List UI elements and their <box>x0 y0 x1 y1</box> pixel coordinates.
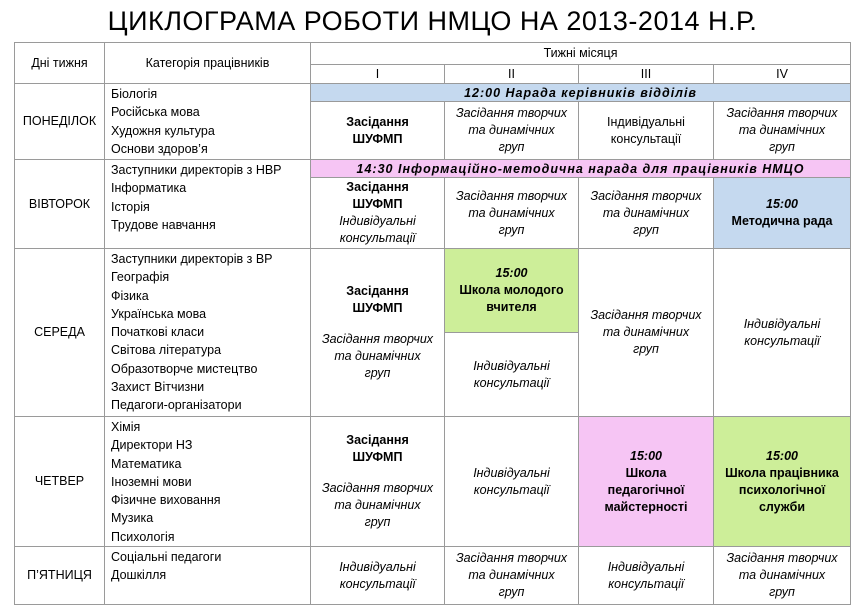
event-line: та динамічних <box>334 498 421 513</box>
friday-week-1 <box>311 547 445 605</box>
event-line: Індивідуальні <box>339 214 416 228</box>
event-line: консультації <box>339 576 416 591</box>
tuesday-week-3 <box>579 178 714 249</box>
event-time: 15:00 <box>766 448 798 463</box>
category-item: Інформатика <box>111 181 187 196</box>
category-item: Музика <box>111 511 154 526</box>
event-line: педагогічної <box>607 482 685 497</box>
category-item: Російська мова <box>111 105 200 120</box>
event-line: майстерності <box>604 499 688 514</box>
category-item: Основи здоров’я <box>111 141 208 156</box>
event-line: Засідання творчих <box>726 106 838 120</box>
event-line: Індивідуальні <box>607 114 685 129</box>
category-item: Художня культура <box>111 123 215 138</box>
event-line: груп <box>498 585 525 600</box>
thursday-week-4 <box>714 417 851 547</box>
category-item: Хімія <box>111 420 141 434</box>
event-line: Засідання <box>346 180 409 194</box>
wednesday-week-1 <box>311 249 445 417</box>
event-line: Школа молодого <box>459 283 564 297</box>
header-row <box>15 43 851 65</box>
wednesday-week-2 <box>445 249 579 333</box>
event-line: груп <box>633 342 659 356</box>
tuesday-banner-time: 14:30 <box>356 161 394 176</box>
event-line: Засідання творчих <box>321 481 434 496</box>
event-line: Індивідуальні <box>339 559 416 574</box>
page-title: ЦИКЛОГРАМА РОБОТИ НМЦО НА 2013-2014 Н.Р. <box>107 6 758 36</box>
event-time: 15:00 <box>630 448 662 463</box>
monday-week-1 <box>311 102 445 160</box>
day-monday: ПОНЕДІЛОК <box>15 84 105 160</box>
monday-banner-text: Нарада керівників відділів <box>505 85 697 100</box>
event-line: консультації <box>339 231 416 245</box>
category-item: Фізичне виховання <box>111 493 221 508</box>
event-line: Засідання творчих <box>726 551 838 566</box>
category-item: Українська мова <box>111 306 207 321</box>
event-line: та динамічних <box>602 325 690 339</box>
monday-week-3 <box>579 102 714 160</box>
monday-row <box>15 84 851 102</box>
event-line: Засідання творчих <box>590 188 702 203</box>
monday-week-2 <box>445 102 579 160</box>
tuesday-row <box>15 160 851 178</box>
category-item: Директори НЗ <box>111 438 193 453</box>
category-item: Соціальні педагоги <box>111 550 222 565</box>
tuesday-banner-text: Інформаційно-методична нарада для працівників НМЦО <box>397 161 805 176</box>
event-line: Засідання творчих <box>321 332 434 346</box>
event-line: психологічної <box>738 482 826 497</box>
friday-row <box>15 547 851 605</box>
event-line: Засідання творчих <box>455 188 568 203</box>
event-line: Індивідуальні <box>743 316 821 331</box>
monday-banner <box>311 84 851 102</box>
category-item: Педагоги-організатори <box>111 398 242 413</box>
header-week-2: II <box>445 65 579 84</box>
category-item: Заступники директорів з НВР <box>111 163 282 177</box>
event-line: консультації <box>473 482 550 497</box>
category-item: Психологія <box>111 529 175 544</box>
event-line: Індивідуальні <box>607 559 685 574</box>
event-time: 15:00 <box>766 197 798 211</box>
event-line: консультації <box>608 576 684 591</box>
monday-banner-time: 12:00 <box>464 85 502 100</box>
header-week-4: IV <box>714 65 851 84</box>
friday-week-3 <box>579 547 714 605</box>
monday-week-4 <box>714 102 851 160</box>
header-category: Категорія працівників <box>105 43 311 84</box>
event-line: ШУФМП <box>352 450 403 465</box>
wednesday-row <box>15 249 851 333</box>
event-line: та динамічних <box>468 123 555 137</box>
category-item: Математика <box>111 456 182 471</box>
tuesday-week-4 <box>714 178 851 249</box>
event-line: консультації <box>744 333 820 348</box>
event-line: Засідання творчих <box>455 106 568 120</box>
event-line: груп <box>364 366 391 380</box>
tuesday-week-1 <box>311 178 445 249</box>
event-line: груп <box>498 140 525 154</box>
category-item: Початкові класи <box>111 325 205 340</box>
header-weeks: Тижні місяця <box>311 43 851 65</box>
schedule-table <box>14 42 851 605</box>
wednesday-week-2-consult <box>445 333 579 417</box>
day-thursday: ЧЕТВЕР <box>15 417 105 547</box>
event-line: Засідання творчих <box>455 551 568 566</box>
event-line: Засідання творчих <box>590 308 702 322</box>
wednesday-categories <box>105 249 311 417</box>
event-line: Методична рада <box>731 214 833 228</box>
day-tuesday: ВІВТОРОК <box>15 160 105 249</box>
event-line: Школа працівника <box>725 465 839 480</box>
event-line: та динамічних <box>468 568 555 583</box>
wednesday-week-3 <box>579 249 714 417</box>
event-line: та динамічних <box>738 123 826 137</box>
category-item: Історія <box>111 199 150 214</box>
category-item: Іноземні мови <box>111 474 192 489</box>
event-line: ШУФМП <box>352 301 403 315</box>
category-item: Біологія <box>111 87 158 101</box>
event-line: служби <box>758 499 806 514</box>
thursday-row <box>15 417 851 547</box>
thursday-week-2 <box>445 417 579 547</box>
event-line: та динамічних <box>468 205 555 220</box>
day-friday: П’ЯТНИЦЯ <box>15 547 105 605</box>
event-line: ШУФМП <box>352 131 403 146</box>
event-line: консультації <box>473 375 550 390</box>
category-item: Географія <box>111 270 170 285</box>
category-item: Заступники директорів з ВР <box>111 252 273 266</box>
event-line: та динамічних <box>334 349 421 363</box>
event-line: груп <box>364 515 391 530</box>
thursday-week-3 <box>579 417 714 547</box>
event-line: та динамічних <box>738 568 826 583</box>
event-line: Засідання <box>346 433 409 448</box>
wednesday-week-4 <box>714 249 851 417</box>
event-line: Індивідуальні <box>473 465 550 480</box>
event-line: груп <box>769 140 795 154</box>
header-week-1: I <box>311 65 445 84</box>
event-line: груп <box>633 222 659 237</box>
thursday-categories <box>105 417 311 547</box>
event-line: консультації <box>610 131 682 146</box>
event-line: груп <box>498 222 525 237</box>
header-week-3: III <box>579 65 714 84</box>
event-line: Засідання <box>346 114 409 129</box>
category-item: Дошкілля <box>111 568 167 583</box>
event-line: груп <box>769 585 795 600</box>
event-line: вчителя <box>486 300 537 314</box>
day-wednesday: СЕРЕДА <box>15 249 105 417</box>
tuesday-banner <box>311 160 851 178</box>
friday-week-2 <box>445 547 579 605</box>
category-item: Образотворче мистецтво <box>111 361 258 376</box>
category-item: Захист Вітчизни <box>111 380 205 395</box>
category-item: Трудове навчання <box>111 217 216 232</box>
tuesday-week-2 <box>445 178 579 249</box>
header-days: Дні тижня <box>15 43 105 84</box>
thursday-week-1 <box>311 417 445 547</box>
event-line: Школа <box>625 465 667 480</box>
event-line: та динамічних <box>602 205 690 220</box>
event-line: Засідання <box>346 284 409 298</box>
monday-categories <box>105 84 311 160</box>
category-item: Фізика <box>111 288 149 303</box>
category-item: Світова література <box>111 343 222 358</box>
tuesday-categories <box>105 160 311 249</box>
event-time: 15:00 <box>495 266 528 280</box>
event-line: ШУФМП <box>352 197 403 211</box>
event-line: Індивідуальні <box>473 358 550 373</box>
friday-week-4 <box>714 547 851 605</box>
friday-categories <box>105 547 311 605</box>
